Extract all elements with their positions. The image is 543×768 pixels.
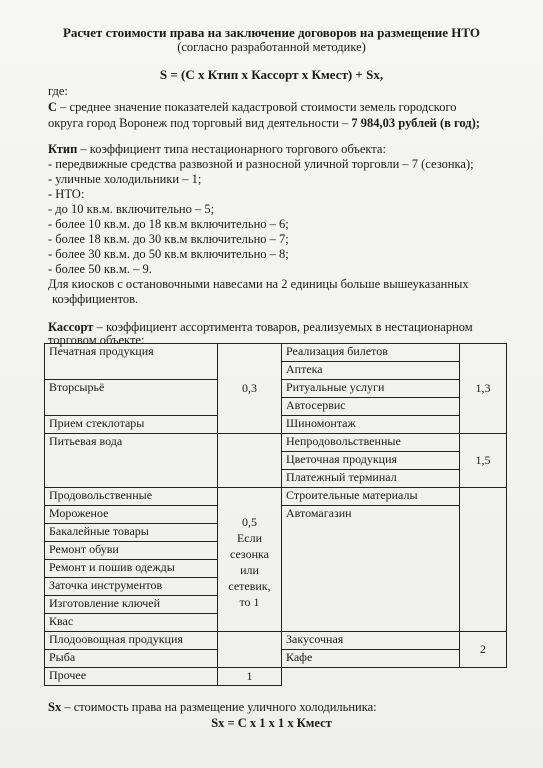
ktip-line-0 xyxy=(48,142,386,157)
coef-left-3: 1 xyxy=(218,668,282,686)
left-item: Печатная продукция xyxy=(45,344,218,380)
left-item: Рыба xyxy=(45,650,218,668)
kassort-term: Кассорт xyxy=(48,320,94,334)
ktip-line-9: Для киосков с остановочными навесами на 2 единицы больше вышеуказанных xyxy=(48,277,469,291)
right-item: Реализация билетов xyxy=(282,344,460,362)
sx-formula: Sx = C x 1 x 1 x Кмест xyxy=(211,716,332,730)
left-item: Ремонт и пошив одежды xyxy=(45,560,218,578)
left-item: Изготовление ключей xyxy=(45,596,218,614)
ktip-line-7: - более 30 кв.м. до 50 кв.м включительно – 8; xyxy=(48,247,289,261)
kassort-line-2: торговом объекте: xyxy=(48,333,145,347)
left-item: Вторсырьё xyxy=(45,380,218,416)
left-item: Плодоовощная продукция xyxy=(45,632,218,650)
document-subtitle: (согласно разработанной методике) xyxy=(177,40,366,54)
c-definition-text-2: округа город Воронеж под торговый вид деятельности – xyxy=(48,116,352,130)
kassort-text: – коэффициент ассортимента товаров, реализуемых в нестационарном xyxy=(93,320,473,334)
table-row xyxy=(45,488,507,506)
left-item: Мороженое xyxy=(45,506,218,524)
left-item: Продовольственные xyxy=(45,488,218,506)
coef-right-blank xyxy=(460,488,507,632)
right-item: Автомагазин xyxy=(282,506,460,632)
main-formula: S = (С х Ктип х Кассорт х Кмест) + Sx, xyxy=(159,67,384,82)
ktip-line-10: коэффициентов. xyxy=(52,292,139,306)
coef-right-3: 2 xyxy=(460,632,507,668)
empty-cell xyxy=(282,668,460,686)
table-row xyxy=(45,344,507,362)
c-definition-line-1 xyxy=(48,100,457,115)
ktip-line-5: - более 10 кв.м. до 18 кв.м включительно – 6; xyxy=(48,217,289,231)
ktip-line-4: - до 10 кв.м. включительно – 5; xyxy=(48,202,215,216)
right-item: Аптека xyxy=(282,362,460,380)
ktip-line-2: - уличные холодильники – 1; xyxy=(48,172,202,186)
sx-definition xyxy=(48,700,377,715)
left-item: Прием стеклотары xyxy=(45,416,218,434)
right-item: Непродовольственные xyxy=(282,434,460,452)
right-item: Ритуальные услуги xyxy=(282,380,460,398)
right-item: Цветочная продукция xyxy=(282,452,460,470)
empty-cell xyxy=(460,668,507,686)
coef-left-2-line: сезонка xyxy=(229,547,269,561)
ktip-term: Ктип xyxy=(48,142,78,156)
document-title: Расчет стоимости права на заключение договоров на размещение НТО xyxy=(62,25,481,40)
table-row xyxy=(45,668,507,686)
ktip-line-8: - более 50 кв.м. – 9. xyxy=(48,262,152,276)
c-value: 7 984,03 рублей (в год); xyxy=(351,116,480,130)
left-item: Питьевая вода xyxy=(45,434,218,488)
left-item: Прочее xyxy=(45,668,218,686)
where-label: где: xyxy=(48,84,68,98)
coef-left-2-line: Если xyxy=(236,531,263,545)
table-row xyxy=(45,434,507,452)
left-item: Заточка инструментов xyxy=(45,578,218,596)
right-item: Кафе xyxy=(282,650,460,668)
ktip-line-3: - НТО: xyxy=(48,187,85,201)
coef-left-2-line: или xyxy=(240,563,259,577)
sx-text: – стоимость права на размещение уличного холодильника: xyxy=(61,700,377,714)
right-item: Платежный терминал xyxy=(282,470,460,488)
ktip-line-6: - более 18 кв.м. до 30 кв.м включительно – 7; xyxy=(48,232,289,246)
right-item: Строительные материалы xyxy=(282,488,460,506)
ktip-text: – коэффициент типа нестационарного торгового объекта: xyxy=(77,142,386,156)
c-definition-line-2 xyxy=(48,116,480,131)
coef-left-2-line: 0,5 xyxy=(242,515,257,529)
left-item: Ремонт обуви xyxy=(45,542,218,560)
coef-left-2-line: сетевик, xyxy=(228,579,271,593)
assortment-table xyxy=(44,343,507,686)
right-item: Шиномонтаж xyxy=(282,416,460,434)
ktip-line-1: - передвижные средства развозной и разносной уличной торговли – 7 (сезонка); xyxy=(48,157,474,171)
right-item: Закусочная xyxy=(282,632,460,650)
c-term: С xyxy=(48,100,58,114)
coef-left-blank-2 xyxy=(218,632,282,668)
c-definition-text: – среднее значение показателей кадастровой стоимости земель городского xyxy=(57,100,457,114)
table-row xyxy=(45,632,507,650)
coef-right-2: 1,5 xyxy=(460,434,507,488)
coef-left-1: 0,3 xyxy=(218,344,282,434)
coef-left-2-line: то 1 xyxy=(239,595,260,609)
right-item: Автосервис xyxy=(282,398,460,416)
sx-term: Sx xyxy=(48,700,62,714)
coef-right-1: 1,3 xyxy=(460,344,507,434)
left-item: Бакалейные товары xyxy=(45,524,218,542)
coef-left-blank xyxy=(218,434,282,488)
coef-left-2 xyxy=(218,488,282,632)
left-item: Квас xyxy=(45,614,218,632)
